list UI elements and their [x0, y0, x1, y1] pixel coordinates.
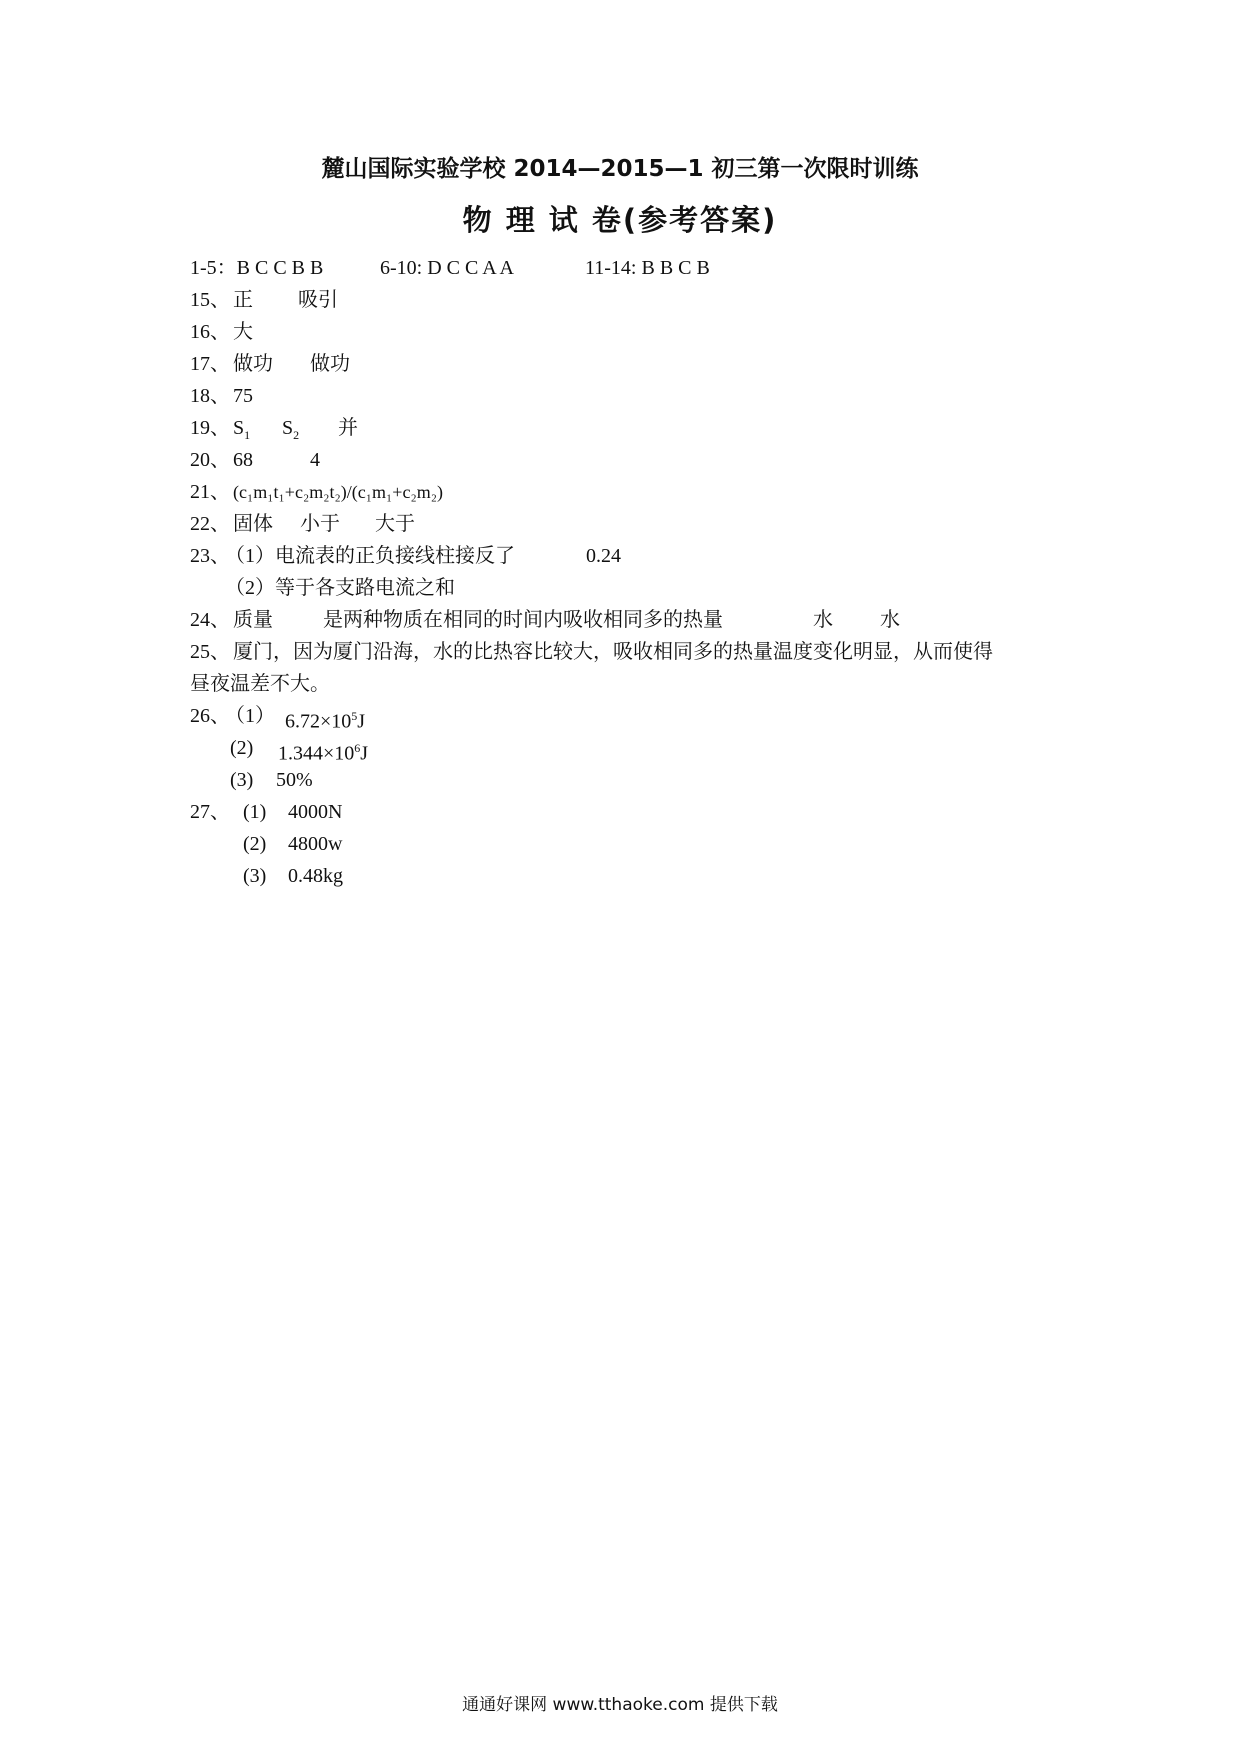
q23-part1: （1）电流表的正负接线柱接反了 — [225, 545, 515, 567]
q25-line2: 昼夜温差不大。 — [190, 673, 330, 695]
q27-part3-value: 0.48kg — [288, 865, 343, 887]
q24-number: 24、 — [190, 609, 230, 631]
answers-1-5: 1-5：B C C B B — [190, 257, 324, 279]
q18-answer-a: 75 — [233, 385, 253, 407]
q21-answer-a: (c₁m₁t₁+c₂m₂t₂)/(c₁m₁+c₂m₂) — [233, 482, 443, 502]
q16-answer-a: 大 — [233, 321, 253, 343]
q22-answer-a: 固体 — [233, 513, 273, 535]
q24-answer-c: 水 — [813, 609, 833, 631]
q17-answer-b: 做功 — [310, 353, 350, 375]
q24-answer-a: 质量 — [233, 609, 273, 631]
q17-answer-a: 做功 — [233, 353, 273, 375]
q19-number: 19、 — [190, 417, 230, 439]
q26-part3-label: (3) — [230, 769, 254, 791]
q20-number: 20、 — [190, 449, 230, 471]
q23-number: 23、 — [190, 545, 230, 567]
q16-number: 16、 — [190, 321, 230, 343]
q26-part2-value: $1.344\times 10^6J$ — [278, 741, 369, 765]
q22-answer-c: 大于 — [375, 513, 415, 535]
q19-answer-a: $S_1$ — [233, 417, 251, 442]
q20-answer-b: 4 — [310, 449, 320, 471]
q27-part1-value: 4000N — [288, 801, 343, 823]
q23-part2: （2）等于各支路电流之和 — [225, 577, 455, 599]
q19-answer-b: $S_2$ — [282, 417, 300, 442]
answers-6-10: 6-10: D C C A A — [380, 257, 514, 279]
q26-part2-label: (2) — [230, 737, 254, 759]
q25-number: 25、 — [190, 641, 230, 663]
q21-number: 21、 — [190, 481, 230, 503]
q26-part1-label: （1） — [225, 705, 275, 727]
q27-part3-label: (3) — [243, 865, 267, 887]
q22-answer-b: 小于 — [300, 513, 340, 535]
q24-answer-d: 水 — [880, 609, 900, 631]
q20-answer-a: 68 — [233, 449, 253, 471]
q26-part3-value: 50% — [276, 769, 313, 791]
q17-number: 17、 — [190, 353, 230, 375]
q15-number: 15、 — [190, 289, 230, 311]
q25-line1: 厦门，因为厦门沿海，水的比热容比较大，吸收相同多的热量温度变化明显，从而使得 — [233, 641, 993, 663]
q24-answer-b: 是两种物质在相同的时间内吸收相同多的热量 — [323, 609, 723, 631]
q27-part1-label: (1) — [243, 801, 267, 823]
header-subtitle: 物 理 试 卷(参考答案) — [462, 203, 778, 237]
q27-part2-label: (2) — [243, 833, 267, 855]
q22-number: 22、 — [190, 513, 230, 535]
q27-number: 27、 — [190, 801, 230, 823]
q23-part1-value: 0.24 — [586, 545, 621, 567]
q27-part2-value: 4800w — [288, 833, 343, 855]
q26-number: 26、 — [190, 705, 230, 727]
answers-11-14: 11-14: B B C B — [585, 257, 710, 279]
q19-answer-c: 并 — [338, 417, 358, 439]
q26-part1-value: $6.72\times 10^5J$ — [285, 709, 366, 733]
header-title: 麓山国际实验学校 2014—2015—1 初三第一次限时训练 — [321, 156, 919, 182]
q18-number: 18、 — [190, 385, 230, 407]
q15-answer-a: 正 — [233, 289, 253, 311]
footer-credit: 通通好课网 www.tthaoke.com 提供下载 — [462, 1695, 778, 1715]
q15-answer-b: 吸引 — [298, 289, 338, 311]
